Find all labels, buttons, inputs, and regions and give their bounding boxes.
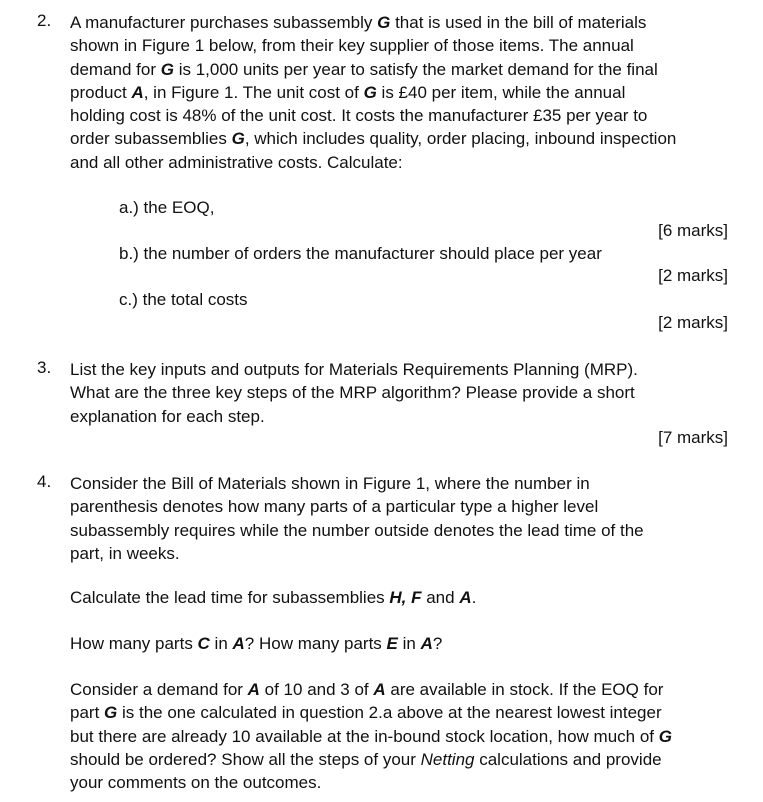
text-line: parenthesis denotes how many parts of a particular type a higher level <box>70 497 599 517</box>
part-b-marks: [2 marks] <box>658 266 728 285</box>
text-line: holding cost is 48% of the unit cost. It costs the manufacturer £35 per year to <box>70 106 648 126</box>
emphasis-bold: H, F <box>389 588 422 607</box>
question-4-lead-time-paragraph <box>70 586 476 609</box>
text-line: Consider a demand for A of 10 and 3 of A are available in stock. If the EOQ for <box>70 680 664 699</box>
question-3 <box>37 358 737 428</box>
emphasis-bold: G <box>377 13 391 32</box>
emphasis-italic: Netting <box>420 749 475 769</box>
part-c-marks: [2 marks] <box>658 313 728 332</box>
emphasis-bold: A <box>232 634 245 653</box>
question-4-text <box>70 472 737 565</box>
emphasis-bold: C <box>197 634 210 653</box>
question-number: 2. <box>37 11 52 30</box>
part-b-label: b.) the number of orders the manufacturer should place per year <box>119 244 602 263</box>
emphasis-bold: G <box>160 59 174 79</box>
emphasis-bold: G <box>231 129 245 149</box>
question-number: 3. <box>37 358 52 377</box>
question-2-text <box>70 11 737 174</box>
text-line: demand for G is 1,000 units per year to satisfy the market demand for the final <box>70 59 658 79</box>
text-line: shown in Figure 1 below, from their key supplier of those items. The annual <box>70 36 634 56</box>
emphasis-bold: A <box>247 680 260 699</box>
part-a-label: a.) the EOQ, <box>119 198 215 217</box>
text-line: order subassemblies G, which includes quality, order placing, inbound inspection <box>70 129 677 149</box>
emphasis-bold: A <box>459 588 472 607</box>
text-line: but there are already 10 available at the in-bound stock location, how much of G <box>70 726 672 746</box>
text-line: Consider the Bill of Materials shown in Figure 1, where the number in <box>70 474 590 493</box>
text-line: your comments on the outcomes. <box>70 773 322 793</box>
question-4 <box>37 472 737 565</box>
emphasis-bold: A <box>373 680 386 699</box>
text-line: subassembly requires while the number outside denotes the lead time of the <box>70 520 644 540</box>
question-3-text <box>70 358 737 428</box>
text-line: and all other administrative costs. Calculate: <box>70 152 403 172</box>
text-line: part, in weeks. <box>70 543 180 563</box>
emphasis-bold: A <box>420 634 433 653</box>
text-line: part G is the one calculated in question 2.a above at the nearest lowest integer <box>70 703 662 723</box>
text-line: should be ordered? Show all the steps of your Netting calculations and provide <box>70 749 662 769</box>
part-c-label: c.) the total costs <box>119 290 248 309</box>
emphasis-bold: A <box>131 82 144 102</box>
emphasis-bold: G <box>104 703 118 723</box>
text-line: How many parts C in A? How many parts E in A? <box>70 634 443 653</box>
question-4-netting-paragraph <box>70 678 672 794</box>
text-line: A manufacturer purchases subassembly G that is used in the bill of materials <box>70 13 647 32</box>
text-line: explanation for each step. <box>70 406 265 426</box>
emphasis-bold: E <box>386 634 398 653</box>
text-line: What are the three key steps of the MRP algorithm? Please provide a short <box>70 383 635 403</box>
part-a-marks: [6 marks] <box>658 221 728 240</box>
question-3-marks: [7 marks] <box>658 428 728 447</box>
emphasis-bold: G <box>658 726 672 746</box>
text-line: product A, in Figure 1. The unit cost of G is £40 per item, while the annual <box>70 82 626 102</box>
text-line: List the key inputs and outputs for Materials Requirements Planning (MRP). <box>70 360 638 379</box>
question-2 <box>37 11 737 174</box>
emphasis-bold: G <box>363 82 377 102</box>
text-line: Calculate the lead time for subassemblies H, F and A. <box>70 588 477 607</box>
question-number: 4. <box>37 472 52 491</box>
question-4-parts-paragraph <box>70 632 442 655</box>
